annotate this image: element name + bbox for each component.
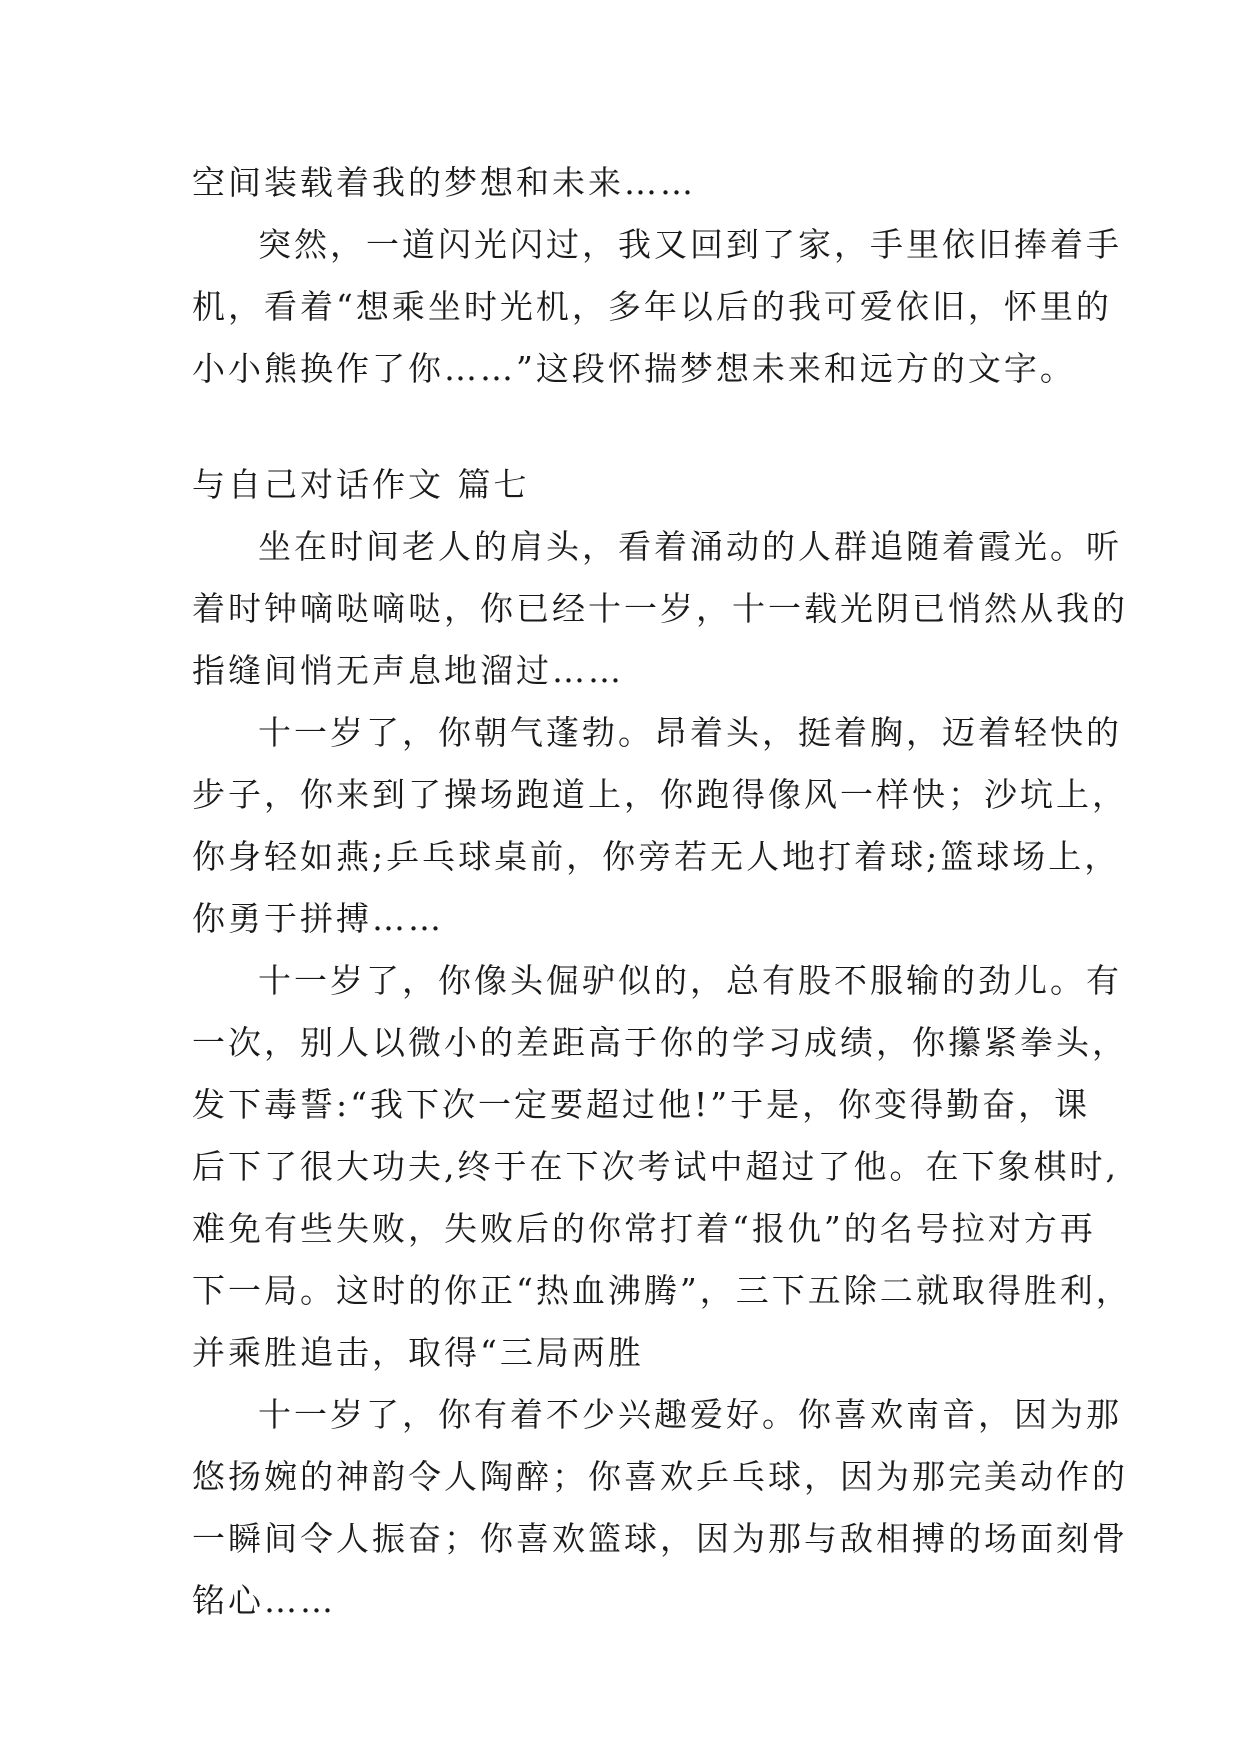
- paragraph-line: 一瞬间令人振奋；你喜欢篮球，因为那与敌相搏的场面刻骨: [192, 1519, 1128, 1558]
- paragraph-line: 着时钟嘀哒嘀哒，你已经十一岁，十一载光阴已悄然从我的: [192, 589, 1128, 628]
- paragraph-line: 十一岁了，你有着不少兴趣爱好。你喜欢南音，因为那: [258, 1395, 1122, 1434]
- paragraph-line: 后下了很大功夫,终于在下次考试中超过了他。在下象棋时,: [192, 1147, 1119, 1186]
- paragraph-line: 发下毒誓:“我下次一定要超过他!”于是，你变得勤奋，课: [192, 1085, 1091, 1124]
- paragraph-line: 下一局。这时的你正“热血沸腾”，三下五除二就取得胜利，: [192, 1271, 1132, 1310]
- paragraph-line: 步子，你来到了操场跑道上，你跑得像风一样快；沙坑上，: [192, 775, 1128, 814]
- paragraph-line: 难免有些失败，失败后的你常打着“报仇”的名号拉对方再: [192, 1209, 1096, 1248]
- paragraph-line: 指缝间悄无声息地溜过……: [192, 651, 624, 690]
- paragraph-line: 坐在时间老人的肩头，看着涌动的人群追随着霞光。听: [258, 527, 1122, 566]
- paragraph-line: 空间装载着我的梦想和未来……: [192, 163, 696, 202]
- paragraph-line: 小小熊换作了你……”这段怀揣梦想未来和远方的文字。: [192, 349, 1076, 388]
- document-page: [192, 152, 1132, 1632]
- paragraph-line: 悠扬婉的神韵令人陶醉；你喜欢乒乓球，因为那完美动作的: [192, 1457, 1128, 1496]
- paragraph-line: 十一岁了，你朝气蓬勃。昂着头，挺着胸，迈着轻快的: [258, 713, 1122, 752]
- section-spacer: [192, 400, 1054, 454]
- paragraph-line: 你身轻如燕;乒乓球桌前，你旁若无人地打着球;篮球场上，: [192, 837, 1121, 876]
- paragraph-line: 铭心……: [192, 1581, 336, 1620]
- paragraph-line: 你勇于拼搏……: [192, 899, 444, 938]
- section-title: 与自己对话作文 篇七: [192, 465, 530, 504]
- paragraph-line: 一次，别人以微小的差距高于你的学习成绩，你攥紧拳头，: [192, 1023, 1128, 1062]
- paragraph-line: 并乘胜追击，取得“三局两胜: [192, 1333, 644, 1372]
- paragraph-line: 十一岁了，你像头倔驴似的，总有股不服输的劲儿。有: [258, 961, 1122, 1000]
- paragraph-line: 机，看着“想乘坐时光机，多年以后的我可爱依旧，怀里的: [192, 287, 1112, 326]
- paragraph-line: 突然，一道闪光闪过，我又回到了家，手里依旧捧着手: [258, 225, 1122, 264]
